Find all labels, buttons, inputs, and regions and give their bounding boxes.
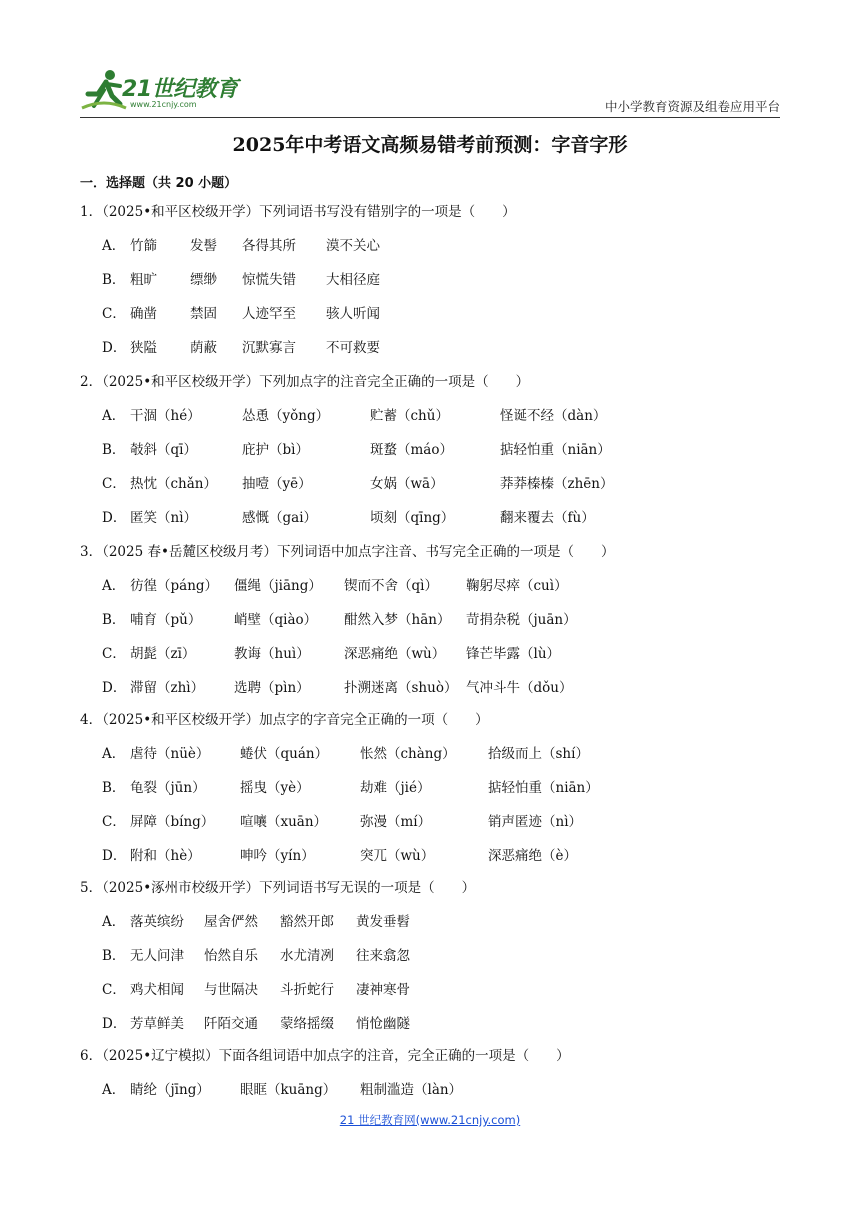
option-term: 彷徨（páng） xyxy=(130,578,219,594)
option-label: B． xyxy=(102,442,126,458)
option-term: 顷刻（qīng） xyxy=(370,510,455,526)
logo xyxy=(80,66,250,116)
option-term: 选聘（pìn） xyxy=(234,680,310,696)
option-term: 热忱（chǎn） xyxy=(130,476,217,492)
option-term: 苛捐杂税（juān） xyxy=(466,612,577,628)
option-term: 凄神寒骨 xyxy=(356,982,410,998)
option-term: 各得其所 xyxy=(242,238,296,254)
runner-logo-icon xyxy=(80,68,128,112)
option-term: 怡然自乐 xyxy=(204,948,258,964)
option-term: 胡髭（zī） xyxy=(130,646,196,662)
option-term: 确凿 xyxy=(130,306,157,322)
option-term: 莽莽榛榛（zhēn） xyxy=(500,476,614,492)
option-term: 劫难（jié） xyxy=(360,780,431,796)
option-term: 庇护（bì） xyxy=(242,442,309,458)
option-label: D． xyxy=(102,1016,127,1032)
option-term: 掂轻怕重（niān） xyxy=(488,780,599,796)
option-label: C． xyxy=(102,306,126,322)
option-term: 龟裂（jūn） xyxy=(130,780,206,796)
option-label: C． xyxy=(102,476,126,492)
option-term: 粗旷 xyxy=(130,272,157,288)
option-term: 翻来覆去（fù） xyxy=(500,510,595,526)
option-term: 鸡犬相闻 xyxy=(130,982,184,998)
logo-url: www.21cnjy.com xyxy=(130,100,197,109)
option-term: 与世隔决 xyxy=(204,982,258,998)
option-term: 狭隘 xyxy=(130,340,157,356)
option-label: A． xyxy=(102,578,126,594)
option-term: 缥缈 xyxy=(190,272,217,288)
option-term: 附和（hè） xyxy=(130,848,201,864)
option-term: 落英缤纷 xyxy=(130,914,184,930)
option-label: C． xyxy=(102,646,126,662)
option-term: 屋舍俨然 xyxy=(204,914,258,930)
option-term: 漠不关心 xyxy=(326,238,380,254)
option-term: 哺育（pǔ） xyxy=(130,612,202,628)
question-stem: 6．（2025•辽宁模拟）下面各组词语中加点字的注音，完全正确的一项是（ ） xyxy=(80,1048,570,1064)
option-term: 酣然入梦（hān） xyxy=(344,612,451,628)
question-stem: 1．（2025•和平区校级开学）下列词语书写没有错别字的一项是（ ） xyxy=(80,204,516,220)
option-term: 扑溯迷离（shuò） xyxy=(344,680,458,696)
option-label: A． xyxy=(102,746,126,762)
option-term: 骇人听闻 xyxy=(326,306,380,322)
option-term: 拾级而上（shí） xyxy=(488,746,589,762)
option-label: B． xyxy=(102,612,126,628)
logo-text: 21世纪教育 xyxy=(122,77,238,102)
option-term: 禁固 xyxy=(190,306,217,322)
option-term: 大相径庭 xyxy=(326,272,380,288)
option-term: 蜷伏（quán） xyxy=(240,746,329,762)
option-term: 发髻 xyxy=(190,238,217,254)
option-term: 粗制滥造（làn） xyxy=(360,1082,463,1098)
option-term: 悄怆幽隧 xyxy=(356,1016,410,1032)
option-term: 掂轻怕重（niān） xyxy=(500,442,611,458)
page-title: 2025年中考语文高频易错考前预测：字音字形 xyxy=(232,134,628,156)
option-term: 屏障（bíng） xyxy=(130,814,215,830)
option-term: 阡陌交通 xyxy=(204,1016,258,1032)
option-term: 竹篩 xyxy=(130,238,157,254)
option-term: 眼眶（kuāng） xyxy=(240,1082,337,1098)
option-term: 弥漫（mí） xyxy=(360,814,432,830)
option-term: 荫蔽 xyxy=(190,340,217,356)
option-term: 锋芒毕露（lù） xyxy=(466,646,561,662)
option-term: 感慨（gai） xyxy=(242,510,318,526)
option-label: B． xyxy=(102,272,126,288)
option-term: 怂恿（yǒng） xyxy=(242,408,330,424)
option-term: 深恶痛绝（wù） xyxy=(344,646,446,662)
option-term: 怪诞不经（dàn） xyxy=(500,408,607,424)
option-term: 沉默寡言 xyxy=(242,340,296,356)
question-stem: 5．（2025•涿州市校级开学）下列词语书写无误的一项是（ ） xyxy=(80,880,476,896)
option-term: 水尤清冽 xyxy=(280,948,334,964)
option-term: 怅然（chàng） xyxy=(360,746,456,762)
option-term: 攲斜（qī） xyxy=(130,442,197,458)
option-label: B． xyxy=(102,780,126,796)
option-label: C． xyxy=(102,814,126,830)
option-term: 突兀（wù） xyxy=(360,848,435,864)
option-label: D． xyxy=(102,340,127,356)
option-term: 豁然开郎 xyxy=(280,914,334,930)
option-term: 蒙络摇缀 xyxy=(280,1016,334,1032)
option-label: A． xyxy=(102,408,126,424)
option-term: 深恶痛绝（è） xyxy=(488,848,577,864)
option-term: 不可救要 xyxy=(326,340,380,356)
option-label: A． xyxy=(102,238,126,254)
option-term: 抽噎（yē） xyxy=(242,476,312,492)
option-term: 峭壁（qiào） xyxy=(234,612,318,628)
option-label: D． xyxy=(102,680,127,696)
section-heading: 一．选择题（共 20 小题） xyxy=(80,176,238,191)
option-term: 干涸（hé） xyxy=(130,408,201,424)
option-term: 摇曳（yè） xyxy=(240,780,310,796)
option-term: 销声匿迹（nì） xyxy=(488,814,583,830)
option-term: 鞠躬尽瘁（cuì） xyxy=(466,578,568,594)
option-term: 喧嚷（xuān） xyxy=(240,814,328,830)
option-term: 斑蝥（máo） xyxy=(370,442,453,458)
option-term: 芳草鲜美 xyxy=(130,1016,184,1032)
option-label: B． xyxy=(102,948,126,964)
option-term: 女娲（wā） xyxy=(370,476,444,492)
option-term: 黄发垂髫 xyxy=(356,914,410,930)
option-label: A． xyxy=(102,1082,126,1098)
option-label: C． xyxy=(102,982,126,998)
option-label: D． xyxy=(102,510,127,526)
option-term: 虐待（nüè） xyxy=(130,746,210,762)
option-term: 匿笑（nì） xyxy=(130,510,198,526)
option-term: 斗折蛇行 xyxy=(280,982,334,998)
option-term: 无人问津 xyxy=(130,948,184,964)
option-term: 气冲斗牛（dǒu） xyxy=(466,680,573,696)
option-term: 人迹罕至 xyxy=(242,306,296,322)
option-term: 往来翕忽 xyxy=(356,948,410,964)
option-term: 滞留（zhì） xyxy=(130,680,205,696)
option-term: 锲而不舍（qì） xyxy=(344,578,438,594)
option-label: D． xyxy=(102,848,127,864)
page-header xyxy=(80,66,780,118)
header-divider xyxy=(80,117,780,118)
option-term: 惊慌失错 xyxy=(242,272,296,288)
option-term: 教诲（huì） xyxy=(234,646,310,662)
option-term: 呻吟（yín） xyxy=(240,848,315,864)
question-stem: 2．（2025•和平区校级开学）下列加点字的注音完全正确的一项是（ ） xyxy=(80,374,530,390)
header-platform-text: 中小学教育资源及组卷应用平台 xyxy=(604,99,780,114)
footer-link[interactable]: 21 世纪教育网(www.21cnjy.com) xyxy=(339,1113,521,1127)
question-stem: 4．（2025•和平区校级开学）加点字的字音完全正确的一项（ ） xyxy=(80,712,489,728)
option-term: 睛纶（jīng） xyxy=(130,1082,210,1098)
question-stem: 3．（2025 春•岳麓区校级月考）下列词语中加点字注音、书写完全正确的一项是（ ） xyxy=(80,544,615,560)
option-term: 僵绳（jiāng） xyxy=(234,578,322,594)
option-term: 贮蓄（chǔ） xyxy=(370,408,449,424)
option-label: A． xyxy=(102,914,126,930)
